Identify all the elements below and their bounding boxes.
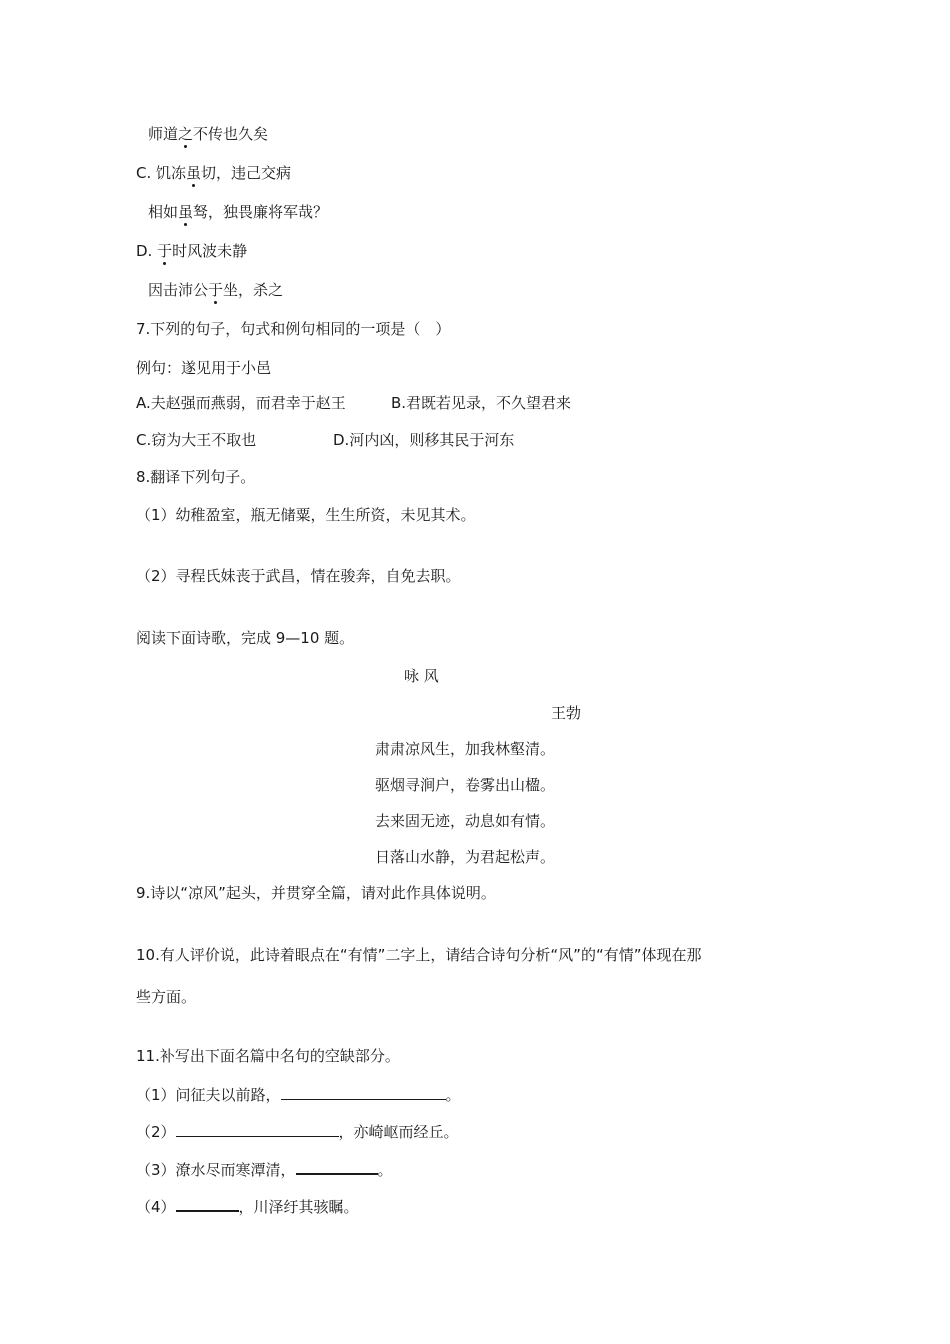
q11-item-3 bbox=[136, 1158, 393, 1180]
q11-item-1 bbox=[136, 1084, 461, 1105]
poem-intro: 阅读下面诗歌，完成 9—10 题。 bbox=[136, 629, 355, 647]
text-segment: C. 饥冻 bbox=[136, 164, 187, 182]
fill-blank[interactable] bbox=[296, 1158, 378, 1175]
fill-blank[interactable] bbox=[281, 1084, 446, 1100]
q7-option-c: C.窃为大王不取也 bbox=[136, 431, 257, 449]
item-text: （4） bbox=[136, 1198, 176, 1216]
q7-stem: 7.下列的句子，句式和例句相同的一项是（ ） bbox=[136, 320, 451, 338]
q8-sentence-1: （1）幼稚盈室，瓶无储粟，生生所资，未见其术。 bbox=[136, 506, 476, 524]
q11-item-2 bbox=[136, 1121, 459, 1142]
poem-line-4: 日落山水静，为君起松声。 bbox=[375, 848, 556, 866]
item-text: ，亦崎岖而经丘。 bbox=[338, 1123, 459, 1141]
q8-stem: 8.翻译下列句子。 bbox=[136, 468, 256, 486]
q6-option-d-line1 bbox=[136, 241, 247, 261]
item-text: （2） bbox=[136, 1123, 176, 1141]
q9-stem: 9.诗以“凉风”起头，并贯穿全篇，请对此作具体说明。 bbox=[136, 884, 496, 902]
emphasis-dot-char: 于 bbox=[157, 242, 173, 260]
poem-line-2: 驱烟寻涧户，卷雾出山楹。 bbox=[375, 776, 556, 794]
emphasis-dot-char: 之 bbox=[178, 125, 194, 143]
poem-line-1: 肃肃凉风生，加我林壑清。 bbox=[375, 740, 556, 758]
text-segment: 相如 bbox=[148, 203, 179, 221]
item-text: （1）问征夫以前路， bbox=[136, 1086, 281, 1104]
text-segment: 因击沛公 bbox=[148, 281, 209, 299]
q11-item-4 bbox=[136, 1195, 359, 1217]
q11-stem: 11.补写出下面名篇中名句的空缺部分。 bbox=[136, 1047, 400, 1065]
text-segment: 驽，独畏廉将军哉？ bbox=[193, 203, 329, 221]
q6-option-c-line1 bbox=[136, 163, 291, 183]
item-text: （3）潦水尽而寒潭清， bbox=[136, 1161, 296, 1179]
text-segment: 不传也久矣 bbox=[193, 125, 269, 143]
text-segment: D. bbox=[136, 242, 158, 260]
q6-option-c-line2 bbox=[148, 202, 328, 222]
item-text: 。 bbox=[445, 1086, 461, 1104]
q7-option-d: D.河内凶，则移其民于河东 bbox=[333, 431, 515, 449]
q7-option-a: A.夫赵强而燕弱，而君幸于赵王 bbox=[136, 394, 346, 412]
text-segment: 坐，杀之 bbox=[223, 281, 284, 299]
q7-option-b: B.君既若见录，不久望君来 bbox=[391, 394, 572, 412]
q6-option-d-line2 bbox=[148, 280, 283, 300]
text-segment: 师道 bbox=[148, 125, 179, 143]
q8-sentence-2: （2）寻程氏妹丧于武昌，情在骏奔，自免去职。 bbox=[136, 567, 461, 585]
item-text: 。 bbox=[377, 1161, 393, 1179]
fill-blank[interactable] bbox=[176, 1121, 339, 1137]
item-text: ，川泽纡其骇瞩。 bbox=[238, 1198, 359, 1216]
q10-stem-line2: 些方面。 bbox=[136, 988, 197, 1006]
text-segment: 切，违己交病 bbox=[201, 164, 292, 182]
text-segment: 时风波未静 bbox=[172, 242, 248, 260]
q6-option-b-line2 bbox=[148, 124, 268, 144]
emphasis-dot-char: 虽 bbox=[178, 203, 194, 221]
emphasis-dot-char: 于 bbox=[208, 281, 224, 299]
q7-example: 例句：遂见用于小邑 bbox=[136, 359, 272, 377]
poem-title: 咏 风 bbox=[404, 667, 439, 685]
emphasis-dot-char: 虽 bbox=[186, 164, 202, 182]
poem-author: 王勃 bbox=[551, 704, 582, 722]
fill-blank[interactable] bbox=[176, 1195, 239, 1212]
poem-line-3: 去来固无迹，动息如有情。 bbox=[375, 812, 556, 830]
q10-stem-line1: 10.有人评价说，此诗着眼点在“有情”二字上，请结合诗句分析“风”的“有情”体现在那 bbox=[136, 946, 702, 964]
